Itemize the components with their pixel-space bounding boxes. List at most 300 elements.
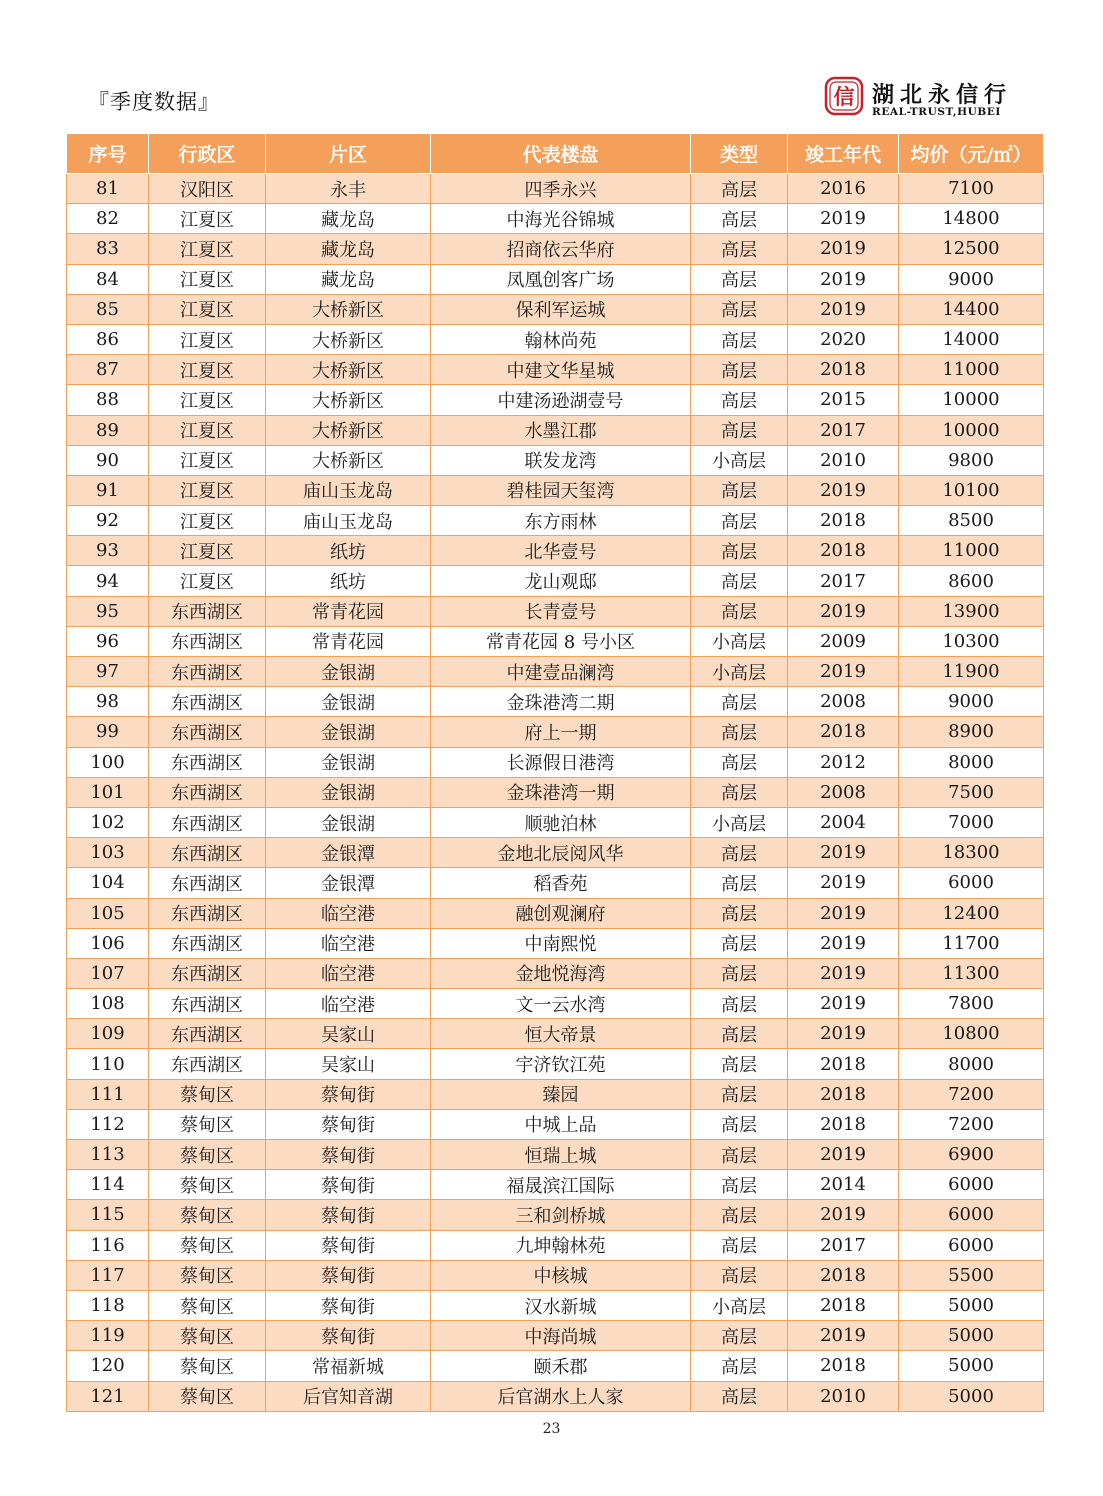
table-row xyxy=(67,747,1044,777)
cell-row-index: 108 xyxy=(67,989,149,1019)
cell-area: 金银湖 xyxy=(266,687,431,717)
cell-avg-price: 12400 xyxy=(899,898,1044,928)
brand-name-en: REAL-TRUST,HUBEI xyxy=(872,106,1001,118)
cell-district: 东西湖区 xyxy=(149,868,266,898)
cell-district: 蔡甸区 xyxy=(149,1140,266,1170)
cell-completion-year: 2017 xyxy=(788,1230,899,1260)
table-row xyxy=(67,958,1044,988)
cell-building-type: 高层 xyxy=(691,1351,788,1381)
cell-avg-price: 11700 xyxy=(899,928,1044,958)
cell-district: 江夏区 xyxy=(149,324,266,354)
cell-avg-price: 11300 xyxy=(899,958,1044,988)
cell-row-index: 85 xyxy=(67,294,149,324)
cell-building-type: 高层 xyxy=(691,415,788,445)
cell-district: 蔡甸区 xyxy=(149,1321,266,1351)
cell-row-index: 109 xyxy=(67,1019,149,1049)
col-header-avg-price: 均价（元/㎡） xyxy=(899,134,1044,174)
cell-building-type: 高层 xyxy=(691,1019,788,1049)
cell-building-type: 高层 xyxy=(691,838,788,868)
cell-row-index: 92 xyxy=(67,506,149,536)
cell-building-type: 高层 xyxy=(691,687,788,717)
table-row xyxy=(67,777,1044,807)
cell-row-index: 94 xyxy=(67,566,149,596)
cell-project-name: 东方雨林 xyxy=(431,506,691,536)
cell-district: 蔡甸区 xyxy=(149,1079,266,1109)
cell-building-type: 高层 xyxy=(691,1170,788,1200)
cell-completion-year: 2019 xyxy=(788,989,899,1019)
cell-building-type: 高层 xyxy=(691,1049,788,1079)
cell-district: 蔡甸区 xyxy=(149,1351,266,1381)
cell-building-type: 高层 xyxy=(691,596,788,626)
cell-area: 大桥新区 xyxy=(266,445,431,475)
col-header-index: 序号 xyxy=(67,134,149,174)
cell-area: 临空港 xyxy=(266,898,431,928)
cell-project-name: 金珠港湾一期 xyxy=(431,777,691,807)
cell-district: 蔡甸区 xyxy=(149,1260,266,1290)
cell-area: 蔡甸街 xyxy=(266,1079,431,1109)
cell-row-index: 86 xyxy=(67,324,149,354)
cell-district: 江夏区 xyxy=(149,385,266,415)
cell-building-type: 高层 xyxy=(691,1140,788,1170)
cell-avg-price: 8900 xyxy=(899,717,1044,747)
cell-area: 蔡甸街 xyxy=(266,1230,431,1260)
cell-avg-price: 7500 xyxy=(899,777,1044,807)
table-row xyxy=(67,1260,1044,1290)
cell-area: 蔡甸街 xyxy=(266,1200,431,1230)
table-row xyxy=(67,234,1044,264)
cell-row-index: 100 xyxy=(67,747,149,777)
cell-building-type: 高层 xyxy=(691,475,788,505)
cell-project-name: 中建汤逊湖壹号 xyxy=(431,385,691,415)
cell-avg-price: 8000 xyxy=(899,747,1044,777)
cell-avg-price: 18300 xyxy=(899,838,1044,868)
cell-district: 蔡甸区 xyxy=(149,1290,266,1320)
cell-area: 大桥新区 xyxy=(266,385,431,415)
cell-completion-year: 2008 xyxy=(788,777,899,807)
cell-avg-price: 10100 xyxy=(899,475,1044,505)
cell-avg-price: 8000 xyxy=(899,1049,1044,1079)
table-row xyxy=(67,928,1044,958)
cell-project-name: 府上一期 xyxy=(431,717,691,747)
cell-building-type: 高层 xyxy=(691,566,788,596)
table-row xyxy=(67,596,1044,626)
cell-completion-year: 2017 xyxy=(788,566,899,596)
cell-avg-price: 7800 xyxy=(899,989,1044,1019)
cell-project-name: 中建壹品澜湾 xyxy=(431,657,691,687)
col-header-area: 片区 xyxy=(266,134,431,174)
cell-row-index: 111 xyxy=(67,1079,149,1109)
cell-building-type: 高层 xyxy=(691,958,788,988)
cell-row-index: 118 xyxy=(67,1290,149,1320)
cell-area: 临空港 xyxy=(266,958,431,988)
table-row xyxy=(67,807,1044,837)
cell-row-index: 107 xyxy=(67,958,149,988)
cell-district: 东西湖区 xyxy=(149,958,266,988)
cell-project-name: 文一云水湾 xyxy=(431,989,691,1019)
cell-area: 常福新城 xyxy=(266,1351,431,1381)
cell-row-index: 90 xyxy=(67,445,149,475)
cell-area: 蔡甸街 xyxy=(266,1321,431,1351)
cell-completion-year: 2019 xyxy=(788,898,899,928)
cell-district: 东西湖区 xyxy=(149,838,266,868)
cell-area: 蔡甸街 xyxy=(266,1260,431,1290)
cell-avg-price: 9800 xyxy=(899,445,1044,475)
cell-area: 藏龙岛 xyxy=(266,264,431,294)
table-row xyxy=(67,1351,1044,1381)
cell-project-name: 顺驰泊林 xyxy=(431,807,691,837)
cell-project-name: 长源假日港湾 xyxy=(431,747,691,777)
cell-project-name: 中海光谷锦城 xyxy=(431,204,691,234)
cell-completion-year: 2004 xyxy=(788,807,899,837)
cell-avg-price: 11000 xyxy=(899,355,1044,385)
cell-area: 纸坊 xyxy=(266,536,431,566)
cell-district: 东西湖区 xyxy=(149,898,266,928)
cell-district: 东西湖区 xyxy=(149,596,266,626)
cell-district: 东西湖区 xyxy=(149,687,266,717)
cell-project-name: 中城上品 xyxy=(431,1109,691,1139)
cell-completion-year: 2019 xyxy=(788,234,899,264)
cell-avg-price: 6900 xyxy=(899,1140,1044,1170)
cell-district: 江夏区 xyxy=(149,506,266,536)
cell-completion-year: 2019 xyxy=(788,928,899,958)
cell-avg-price: 5000 xyxy=(899,1381,1044,1411)
cell-completion-year: 2010 xyxy=(788,445,899,475)
cell-avg-price: 12500 xyxy=(899,234,1044,264)
cell-avg-price: 10000 xyxy=(899,415,1044,445)
table-row xyxy=(67,475,1044,505)
cell-completion-year: 2018 xyxy=(788,536,899,566)
section-title: 『季度数据』 xyxy=(88,90,220,114)
cell-completion-year: 2018 xyxy=(788,717,899,747)
cell-project-name: 颐禾郡 xyxy=(431,1351,691,1381)
cell-completion-year: 2017 xyxy=(788,415,899,445)
cell-district: 江夏区 xyxy=(149,445,266,475)
cell-area: 临空港 xyxy=(266,989,431,1019)
cell-row-index: 101 xyxy=(67,777,149,807)
cell-district: 蔡甸区 xyxy=(149,1230,266,1260)
cell-row-index: 96 xyxy=(67,626,149,656)
cell-building-type: 高层 xyxy=(691,868,788,898)
cell-project-name: 长青壹号 xyxy=(431,596,691,626)
cell-district: 东西湖区 xyxy=(149,989,266,1019)
cell-project-name: 汉水新城 xyxy=(431,1290,691,1320)
table-row xyxy=(67,294,1044,324)
table-row xyxy=(67,445,1044,475)
cell-row-index: 99 xyxy=(67,717,149,747)
cell-building-type: 高层 xyxy=(691,294,788,324)
cell-building-type: 高层 xyxy=(691,717,788,747)
cell-area: 永丰 xyxy=(266,174,431,204)
housing-price-table xyxy=(66,133,1044,1412)
cell-area: 吴家山 xyxy=(266,1019,431,1049)
cell-completion-year: 2018 xyxy=(788,355,899,385)
cell-district: 东西湖区 xyxy=(149,777,266,807)
cell-area: 藏龙岛 xyxy=(266,234,431,264)
brand-name-cn: 湖北永信行 xyxy=(872,83,1013,108)
table-row xyxy=(67,415,1044,445)
table-row xyxy=(67,566,1044,596)
cell-district: 江夏区 xyxy=(149,415,266,445)
cell-row-index: 116 xyxy=(67,1230,149,1260)
cell-avg-price: 14800 xyxy=(899,204,1044,234)
cell-building-type: 高层 xyxy=(691,777,788,807)
cell-district: 蔡甸区 xyxy=(149,1170,266,1200)
cell-project-name: 四季永兴 xyxy=(431,174,691,204)
cell-row-index: 93 xyxy=(67,536,149,566)
table-row xyxy=(67,385,1044,415)
cell-building-type: 高层 xyxy=(691,506,788,536)
cell-project-name: 联发龙湾 xyxy=(431,445,691,475)
cell-district: 东西湖区 xyxy=(149,807,266,837)
cell-building-type: 高层 xyxy=(691,355,788,385)
table-row xyxy=(67,355,1044,385)
table-row xyxy=(67,687,1044,717)
cell-building-type: 高层 xyxy=(691,1321,788,1351)
cell-completion-year: 2020 xyxy=(788,324,899,354)
table-row xyxy=(67,1170,1044,1200)
seal-logo-icon xyxy=(824,76,864,116)
cell-completion-year: 2019 xyxy=(788,958,899,988)
cell-building-type: 高层 xyxy=(691,1109,788,1139)
cell-district: 江夏区 xyxy=(149,536,266,566)
cell-row-index: 104 xyxy=(67,868,149,898)
cell-building-type: 高层 xyxy=(691,1381,788,1411)
cell-project-name: 宇济钦江苑 xyxy=(431,1049,691,1079)
cell-building-type: 高层 xyxy=(691,536,788,566)
cell-district: 蔡甸区 xyxy=(149,1109,266,1139)
table-row xyxy=(67,1230,1044,1260)
cell-area: 常青花园 xyxy=(266,626,431,656)
cell-completion-year: 2015 xyxy=(788,385,899,415)
cell-area: 大桥新区 xyxy=(266,294,431,324)
cell-district: 东西湖区 xyxy=(149,626,266,656)
cell-completion-year: 2016 xyxy=(788,174,899,204)
cell-project-name: 凤凰创客广场 xyxy=(431,264,691,294)
col-header-type: 类型 xyxy=(691,134,788,174)
table-row xyxy=(67,717,1044,747)
cell-district: 江夏区 xyxy=(149,234,266,264)
cell-avg-price: 7000 xyxy=(899,807,1044,837)
cell-area: 金银湖 xyxy=(266,657,431,687)
cell-area: 蔡甸街 xyxy=(266,1109,431,1139)
cell-completion-year: 2019 xyxy=(788,596,899,626)
cell-completion-year: 2010 xyxy=(788,1381,899,1411)
cell-building-type: 高层 xyxy=(691,204,788,234)
cell-building-type: 高层 xyxy=(691,1230,788,1260)
cell-area: 藏龙岛 xyxy=(266,204,431,234)
cell-building-type: 高层 xyxy=(691,385,788,415)
cell-completion-year: 2019 xyxy=(788,1321,899,1351)
cell-district: 蔡甸区 xyxy=(149,1381,266,1411)
cell-district: 蔡甸区 xyxy=(149,1200,266,1230)
cell-avg-price: 7200 xyxy=(899,1079,1044,1109)
cell-district: 东西湖区 xyxy=(149,1019,266,1049)
cell-area: 金银湖 xyxy=(266,807,431,837)
cell-project-name: 中南熙悦 xyxy=(431,928,691,958)
cell-district: 江夏区 xyxy=(149,475,266,505)
col-header-completion-year: 竣工年代 xyxy=(788,134,899,174)
cell-avg-price: 5000 xyxy=(899,1321,1044,1351)
cell-building-type: 高层 xyxy=(691,989,788,1019)
cell-avg-price: 10300 xyxy=(899,626,1044,656)
cell-completion-year: 2008 xyxy=(788,687,899,717)
table-row xyxy=(67,989,1044,1019)
cell-area: 金银潭 xyxy=(266,868,431,898)
cell-building-type: 高层 xyxy=(691,264,788,294)
col-header-district: 行政区 xyxy=(149,134,266,174)
cell-row-index: 82 xyxy=(67,204,149,234)
cell-row-index: 120 xyxy=(67,1351,149,1381)
cell-project-name: 三和剑桥城 xyxy=(431,1200,691,1230)
cell-row-index: 95 xyxy=(67,596,149,626)
cell-row-index: 121 xyxy=(67,1381,149,1411)
cell-building-type: 小高层 xyxy=(691,445,788,475)
cell-project-name: 后官湖水上人家 xyxy=(431,1381,691,1411)
cell-avg-price: 11900 xyxy=(899,657,1044,687)
cell-area: 临空港 xyxy=(266,928,431,958)
cell-project-name: 金地悦海湾 xyxy=(431,958,691,988)
cell-building-type: 小高层 xyxy=(691,626,788,656)
cell-area: 金银湖 xyxy=(266,747,431,777)
cell-building-type: 高层 xyxy=(691,1079,788,1109)
cell-area: 蔡甸街 xyxy=(266,1290,431,1320)
cell-completion-year: 2019 xyxy=(788,264,899,294)
seal-char: 信 xyxy=(833,85,855,109)
cell-project-name: 中海尚城 xyxy=(431,1321,691,1351)
cell-completion-year: 2019 xyxy=(788,657,899,687)
cell-project-name: 金珠港湾二期 xyxy=(431,687,691,717)
cell-row-index: 106 xyxy=(67,928,149,958)
cell-row-index: 110 xyxy=(67,1049,149,1079)
cell-avg-price: 9000 xyxy=(899,264,1044,294)
cell-district: 东西湖区 xyxy=(149,717,266,747)
table-row xyxy=(67,1140,1044,1170)
cell-avg-price: 8500 xyxy=(899,506,1044,536)
cell-row-index: 112 xyxy=(67,1109,149,1139)
cell-row-index: 83 xyxy=(67,234,149,264)
cell-completion-year: 2018 xyxy=(788,1260,899,1290)
cell-avg-price: 5000 xyxy=(899,1290,1044,1320)
cell-project-name: 中建文华星城 xyxy=(431,355,691,385)
cell-completion-year: 2019 xyxy=(788,868,899,898)
cell-completion-year: 2018 xyxy=(788,1079,899,1109)
cell-project-name: 恒大帝景 xyxy=(431,1019,691,1049)
cell-area: 蔡甸街 xyxy=(266,1140,431,1170)
cell-avg-price: 7100 xyxy=(899,174,1044,204)
cell-completion-year: 2019 xyxy=(788,1019,899,1049)
cell-row-index: 88 xyxy=(67,385,149,415)
cell-completion-year: 2009 xyxy=(788,626,899,656)
cell-district: 江夏区 xyxy=(149,355,266,385)
cell-row-index: 89 xyxy=(67,415,149,445)
cell-row-index: 115 xyxy=(67,1200,149,1230)
cell-row-index: 117 xyxy=(67,1260,149,1290)
cell-area: 大桥新区 xyxy=(266,415,431,445)
cell-completion-year: 2018 xyxy=(788,506,899,536)
table-row xyxy=(67,506,1044,536)
cell-building-type: 小高层 xyxy=(691,657,788,687)
cell-completion-year: 2018 xyxy=(788,1049,899,1079)
cell-project-name: 金地北辰阅风华 xyxy=(431,838,691,868)
cell-avg-price: 8600 xyxy=(899,566,1044,596)
cell-avg-price: 6000 xyxy=(899,1230,1044,1260)
table-row xyxy=(67,626,1044,656)
cell-completion-year: 2014 xyxy=(788,1170,899,1200)
cell-row-index: 113 xyxy=(67,1140,149,1170)
cell-row-index: 105 xyxy=(67,898,149,928)
col-header-project: 代表楼盘 xyxy=(431,134,691,174)
cell-avg-price: 7200 xyxy=(899,1109,1044,1139)
table-row xyxy=(67,1290,1044,1320)
cell-row-index: 87 xyxy=(67,355,149,385)
cell-project-name: 臻园 xyxy=(431,1079,691,1109)
cell-district: 东西湖区 xyxy=(149,928,266,958)
cell-avg-price: 13900 xyxy=(899,596,1044,626)
cell-completion-year: 2018 xyxy=(788,1351,899,1381)
cell-building-type: 高层 xyxy=(691,324,788,354)
table-row xyxy=(67,324,1044,354)
cell-avg-price: 9000 xyxy=(899,687,1044,717)
cell-project-name: 水墨江郡 xyxy=(431,415,691,445)
cell-district: 江夏区 xyxy=(149,264,266,294)
cell-avg-price: 10800 xyxy=(899,1019,1044,1049)
cell-area: 金银潭 xyxy=(266,838,431,868)
cell-district: 东西湖区 xyxy=(149,657,266,687)
cell-project-name: 碧桂园天玺湾 xyxy=(431,475,691,505)
cell-district: 江夏区 xyxy=(149,566,266,596)
cell-completion-year: 2019 xyxy=(788,1200,899,1230)
cell-project-name: 稻香苑 xyxy=(431,868,691,898)
cell-project-name: 福晟滨江国际 xyxy=(431,1170,691,1200)
cell-avg-price: 5500 xyxy=(899,1260,1044,1290)
cell-area: 庙山玉龙岛 xyxy=(266,506,431,536)
cell-area: 大桥新区 xyxy=(266,355,431,385)
table-row xyxy=(67,898,1044,928)
cell-project-name: 北华壹号 xyxy=(431,536,691,566)
table-row xyxy=(67,174,1044,204)
cell-avg-price: 5000 xyxy=(899,1351,1044,1381)
table-row xyxy=(67,868,1044,898)
table-header-row xyxy=(67,134,1044,174)
cell-area: 金银湖 xyxy=(266,717,431,747)
cell-avg-price: 6000 xyxy=(899,1170,1044,1200)
table-row xyxy=(67,536,1044,566)
cell-completion-year: 2019 xyxy=(788,294,899,324)
table-row xyxy=(67,1049,1044,1079)
cell-building-type: 高层 xyxy=(691,234,788,264)
cell-avg-price: 14400 xyxy=(899,294,1044,324)
cell-completion-year: 2019 xyxy=(788,475,899,505)
cell-building-type: 小高层 xyxy=(691,807,788,837)
cell-district: 东西湖区 xyxy=(149,747,266,777)
cell-building-type: 高层 xyxy=(691,747,788,777)
cell-avg-price: 6000 xyxy=(899,868,1044,898)
cell-building-type: 高层 xyxy=(691,1200,788,1230)
cell-project-name: 保利军运城 xyxy=(431,294,691,324)
cell-area: 吴家山 xyxy=(266,1049,431,1079)
cell-completion-year: 2019 xyxy=(788,204,899,234)
cell-avg-price: 11000 xyxy=(899,536,1044,566)
table-row xyxy=(67,657,1044,687)
cell-district: 江夏区 xyxy=(149,294,266,324)
cell-completion-year: 2019 xyxy=(788,838,899,868)
cell-project-name: 九坤翰林苑 xyxy=(431,1230,691,1260)
cell-district: 汉阳区 xyxy=(149,174,266,204)
cell-completion-year: 2019 xyxy=(788,1140,899,1170)
cell-avg-price: 14000 xyxy=(899,324,1044,354)
cell-area: 金银湖 xyxy=(266,777,431,807)
cell-building-type: 高层 xyxy=(691,898,788,928)
